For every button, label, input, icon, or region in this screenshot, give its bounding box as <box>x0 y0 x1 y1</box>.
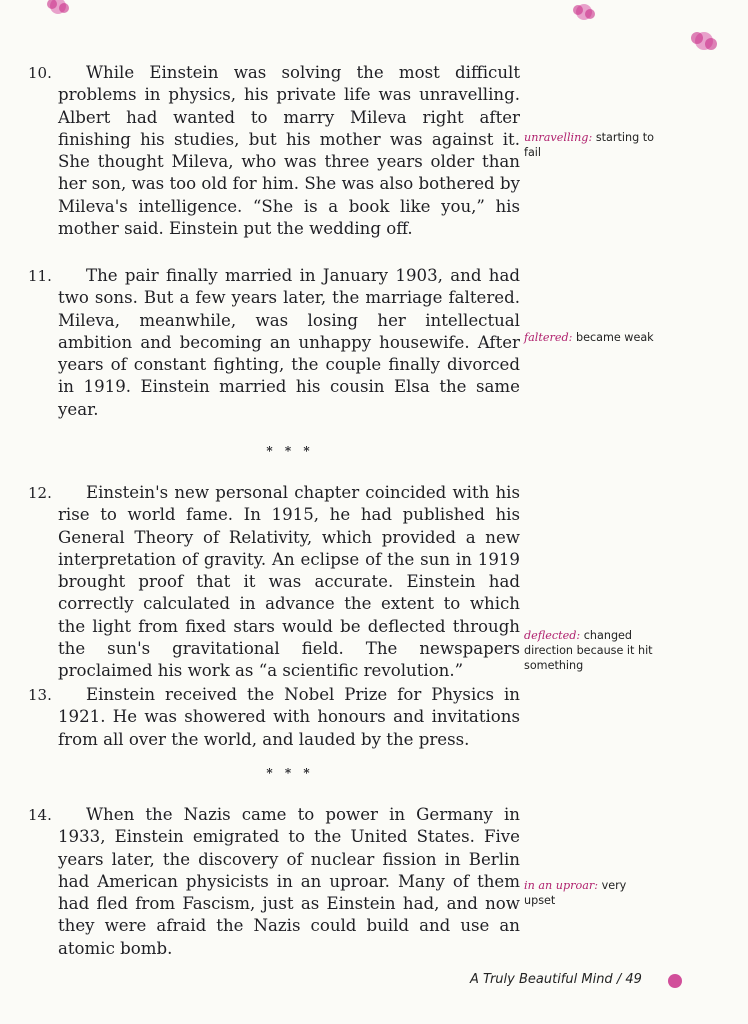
paragraph-number: 12. <box>28 484 52 502</box>
paragraph-12 <box>28 482 520 683</box>
glossary-note <box>524 330 674 345</box>
paragraph-text: The pair finally married in January 1903, and had two sons. But a few years later, the marriage faltered. Mileva, meanwhile, was losing her intellectual ambition and becoming an unhappy housewife. After years of constant fighting, the couple finally divorced in 1919. Einstein married his cousin Elsa the same year. <box>58 266 520 419</box>
paragraph-14 <box>28 804 520 960</box>
paragraph-number: 11. <box>28 267 52 285</box>
glossary-term: deflected: <box>524 629 581 642</box>
glossary-definition: became weak <box>575 331 654 344</box>
flower-decoration-icon <box>40 0 76 20</box>
paragraph-number: 14. <box>28 806 52 824</box>
footer-divider: / <box>616 972 626 987</box>
flower-decoration-icon <box>665 972 685 990</box>
paragraph-text: Einstein received the Nobel Prize for Physics in 1921. He was showered with honours and invitations from all over the world, and lauded by the press. <box>58 685 520 749</box>
paragraph-10 <box>28 62 520 240</box>
flower-decoration-icon <box>684 26 724 56</box>
page-number: 49 <box>625 972 642 987</box>
paragraph-number: 10. <box>28 64 52 82</box>
flower-decoration-icon <box>566 0 602 24</box>
book-title: A Truly Beautiful Mind <box>470 972 613 987</box>
paragraph-text: When the Nazis came to power in Germany in 1933, Einstein emigrated to the United States. Five years later, the discovery of nuclear fission in Berlin had American physicists in an uproar. Many of them had fled from Fascism, just as Einstein had, and now they were afraid the Nazis could build and use an atomic bomb. <box>58 805 520 958</box>
paragraph-text: Einstein's new personal chapter coincided with his rise to world fame. In 1915, he had published his General Theory of Relativity, which provided a new interpretation of gravity. An eclipse of the sun in 1919 brought proof that it was accurate. Einstein had correctly calculated in advance the extent to which the light from fixed stars would be deflected through the sun's gravitational field. The newspapers proclaimed his work as “a scientific revolution.” <box>58 483 520 681</box>
paragraph-11 <box>28 265 520 421</box>
glossary-definition: changed direction because it hit something <box>524 629 653 672</box>
glossary-definition: starting to fail <box>524 131 654 159</box>
glossary-term: faltered: <box>524 331 573 344</box>
section-separator: * * * <box>266 766 314 780</box>
glossary-note <box>524 878 644 908</box>
paragraph-number: 13. <box>28 686 52 704</box>
glossary-term: unravelling: <box>524 131 593 144</box>
paragraph-13 <box>28 684 520 751</box>
section-separator: * * * <box>266 444 314 458</box>
glossary-note <box>524 628 664 673</box>
glossary-note <box>524 130 674 160</box>
glossary-definition: very upset <box>524 879 627 907</box>
page-footer <box>470 972 642 987</box>
paragraph-text: While Einstein was solving the most difficult problems in physics, his private life was unravelling. Albert had wanted to marry Mileva right after finishing his studies, but his mother was against it. She thought Mileva, who was three years older than her son, was too old for him. She was also bothered by Mileva's intelligence. “She is a book like you,” his mother said. Einstein put the wedding off. <box>58 63 520 239</box>
glossary-term: in an uproar: <box>524 879 599 892</box>
